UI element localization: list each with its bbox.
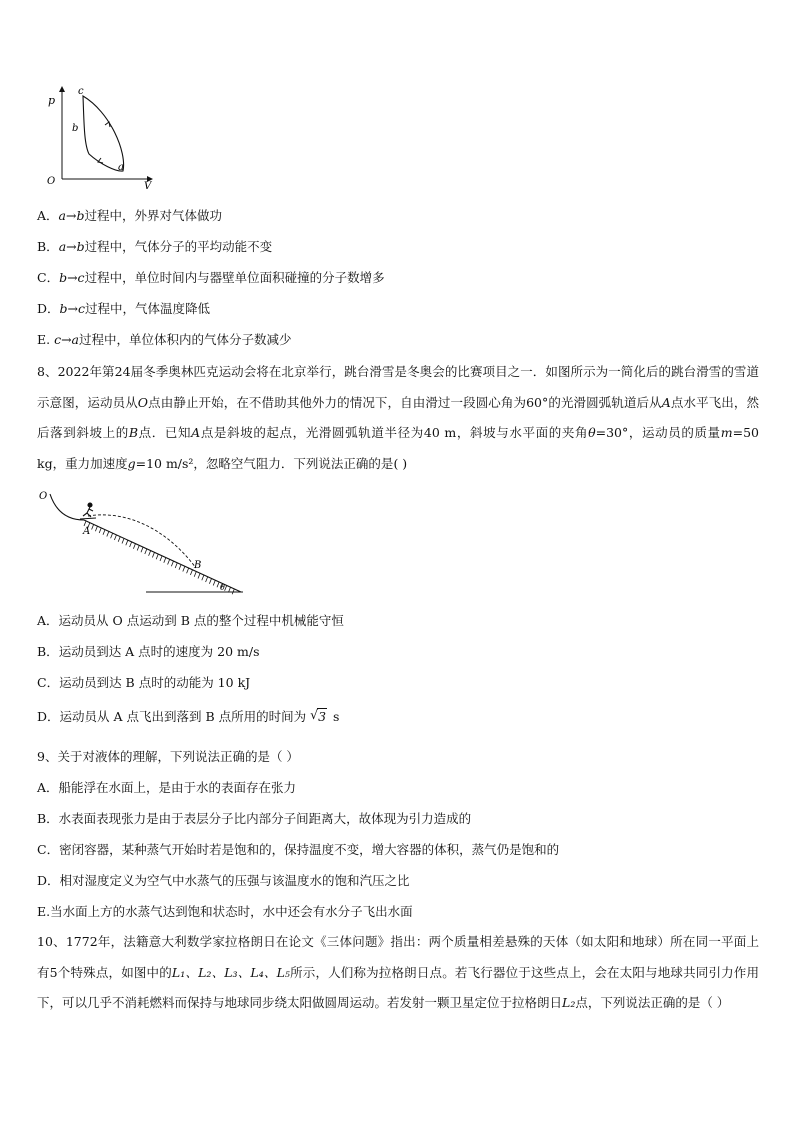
hatch-mark — [122, 539, 124, 544]
q9-option-a: A．船能浮在水面上，是由于水的表面存在张力 — [37, 780, 297, 795]
stem-text: 点．已知 — [138, 425, 192, 440]
option-prefix: B． — [37, 239, 59, 254]
hatch-mark — [92, 525, 94, 530]
hatch-mark — [206, 577, 208, 582]
hatch-mark — [95, 526, 97, 531]
origin-label: O — [47, 176, 56, 187]
hatch-mark — [202, 575, 204, 580]
q10-stem — [37, 927, 759, 1019]
hatch-mark — [149, 551, 151, 556]
stem-text: =30°，运动员的质量 — [595, 425, 721, 440]
cycle-curve — [83, 96, 124, 171]
option-text: 过程中，外界对气体做功 — [84, 208, 222, 223]
slope — [84, 520, 241, 592]
q7-option-b — [37, 238, 272, 256]
q9-option-c: C．密闭容器，某种蒸气开始时若是饱和的，保持温度不变，增大容器的体积，蒸气仍是饱和的 — [37, 842, 560, 857]
q8-option-a — [37, 612, 344, 630]
q7-option-e — [37, 331, 292, 349]
hatch-mark — [168, 560, 170, 565]
option-prefix: C． — [37, 270, 60, 285]
hatch-mark — [133, 544, 135, 549]
cycle-arrow-1 — [98, 158, 103, 163]
q7-option-c — [37, 269, 385, 287]
stem-text: 所示，人们称为拉格朗日点。若飞行器位于这些点上，会在太阳与地球共同引力作用下，可以几乎不消耗燃料而保持与地球同步绕太阳做圆周运动。若发射一颗卫星定位于拉格朗日 — [37, 964, 759, 1010]
hatch-mark — [114, 535, 116, 540]
option-text: 过程中，单位体积内的气体分子数减少 — [79, 332, 292, 347]
hatch-mark — [190, 570, 192, 575]
hatch-mark — [194, 572, 196, 577]
ski-jump-figure — [36, 488, 248, 600]
hatch-mark — [225, 586, 227, 591]
hatch-mark — [141, 547, 143, 552]
hatch-mark — [187, 568, 189, 573]
sqrt-expression: √ 3 — [310, 707, 327, 724]
figure-label-theta: θ — [220, 583, 225, 592]
skier-icon — [80, 503, 96, 519]
hatch-mark — [107, 532, 109, 537]
process-label: b→c — [59, 301, 86, 316]
hatch-mark — [145, 549, 147, 554]
lagrange-points: L₁、L₂、L₃、L₄、L₅ — [171, 964, 290, 980]
q9-option-b: B．水表面表现张力是由于表层分子比内部分子间距离大，故体现为引力造成的 — [37, 811, 472, 826]
figure-label-a: A — [83, 526, 91, 537]
hatch-mark — [164, 558, 166, 563]
hatch-mark — [103, 530, 105, 535]
process-label: a→b — [58, 239, 85, 254]
stem-text: 点是斜坡的起点，光滑圆弧轨道半径为40 m，斜坡与水平面的夹角 — [200, 425, 589, 440]
option-text: 运动员到达 A 点时的速度为 20 m/s — [58, 644, 260, 659]
hatch-mark — [99, 528, 101, 533]
hatch-mark — [152, 553, 154, 558]
point-b: B — [128, 425, 139, 440]
slope-hatching — [84, 521, 234, 594]
hatch-mark — [126, 540, 128, 545]
hatch-mark — [175, 563, 177, 568]
hatch-mark — [111, 533, 113, 538]
trajectory — [88, 515, 196, 568]
hatch-mark — [213, 581, 215, 586]
unit: s — [329, 709, 340, 724]
option-prefix: A． — [37, 613, 59, 628]
hatch-mark — [156, 554, 158, 559]
theta-symbol: θ — [588, 425, 596, 440]
q7-option-d — [37, 300, 210, 318]
process-label: c→a — [54, 332, 80, 347]
process-label: b→c — [59, 270, 85, 285]
stem-text: =10 m/s²，忽略空气阻力．下列说法正确的是( ) — [135, 455, 408, 471]
q9-stem: 9、关于对液体的理解，下列说法正确的是（ ） — [37, 749, 299, 764]
q9-option-e: E.当水面上方的水蒸气达到饱和状态时，水中还会有水分子飞出水面 — [37, 904, 413, 919]
option-prefix: D． — [37, 709, 60, 724]
point-b-label: b — [72, 123, 79, 134]
p-axis-label: p — [48, 94, 56, 107]
hatch-mark — [217, 582, 219, 587]
point-a: A — [191, 425, 201, 440]
question-number: 8、 — [37, 364, 58, 379]
cycle-arrow-2 — [105, 122, 110, 127]
option-prefix: E. — [37, 332, 55, 347]
process-label: a→b — [58, 208, 85, 223]
gravity-symbol: g — [127, 455, 136, 471]
q8-option-d — [37, 708, 339, 726]
radicand: 3 — [318, 709, 327, 724]
q8-option-c — [37, 674, 250, 692]
option-prefix: D． — [37, 301, 60, 316]
stem-text: 10、1772年，法籍意大利数学家拉格朗日在论文《三体问题》指出：两个质量相差悬殊的天体（如太阳和地球）所在同一平面上有5个特殊点，如图中的 — [37, 934, 759, 980]
mass-symbol: m — [720, 425, 733, 440]
point-a-label: a — [118, 162, 124, 173]
option-text: 运动员到达 B 点时的动能为 10 kJ — [59, 675, 251, 690]
option-text: 过程中，气体温度降低 — [85, 301, 211, 316]
hatch-mark — [198, 574, 200, 579]
figure-label-o: O — [39, 491, 48, 502]
pv-graph — [40, 82, 165, 190]
hatch-mark — [209, 579, 211, 584]
point-c-label: c — [78, 86, 84, 97]
q9-option-d: D．相对湿度定义为空气中水蒸气的压强与该温度水的饱和汽压之比 — [37, 873, 410, 888]
option-text: 过程中，单位时间内与器壁单位面积碰撞的分子数增多 — [84, 270, 385, 285]
q8-option-b — [37, 643, 260, 661]
option-prefix: A． — [37, 208, 59, 223]
option-prefix: B． — [37, 644, 59, 659]
hatch-mark — [171, 561, 173, 566]
stem-text: 点，下列说法正确的是（ ） — [575, 995, 730, 1010]
hatch-mark — [160, 556, 162, 561]
hatch-mark — [183, 567, 185, 572]
stem-text: 点由静止开始，在不借助其他外力的情况下，自由滑过一段圆心角为60°的光滑圆弧轨道后从 — [148, 394, 662, 410]
option-text: 运动员从 O 点运动到 B 点的整个过程中机械能守恒 — [58, 613, 344, 628]
q8-stem — [37, 357, 759, 479]
arc-track — [50, 494, 84, 520]
hatch-mark — [130, 542, 132, 547]
option-prefix: C． — [37, 675, 60, 690]
hatch-mark — [179, 565, 181, 570]
hatch-mark — [118, 537, 120, 542]
figure-label-b: B — [194, 560, 202, 571]
v-axis-label: V — [144, 181, 152, 190]
option-text: 过程中，气体分子的平均动能不变 — [84, 239, 273, 254]
option-text: 运动员从 A 点飞出到落到 B 点所用的时间为 — [59, 709, 311, 724]
q7-option-a — [37, 207, 222, 225]
point-o: O — [137, 394, 149, 410]
hatch-mark — [137, 546, 139, 551]
stem-text: =50 kg，重力加速度 — [37, 425, 759, 471]
point-a: A — [661, 394, 671, 410]
stem-text: 2022年第24届冬季奥林匹克运动会将在北京举行，跳台滑雪是冬奥会的比赛项目之一．如图所示为一简化后的跳台滑雪的雪道示意图，运动员从 — [37, 364, 759, 410]
lagrange-point-l2: L₂ — [562, 995, 576, 1010]
stem-text: 点水平飞出，然后落到斜坡上的 — [37, 394, 759, 440]
